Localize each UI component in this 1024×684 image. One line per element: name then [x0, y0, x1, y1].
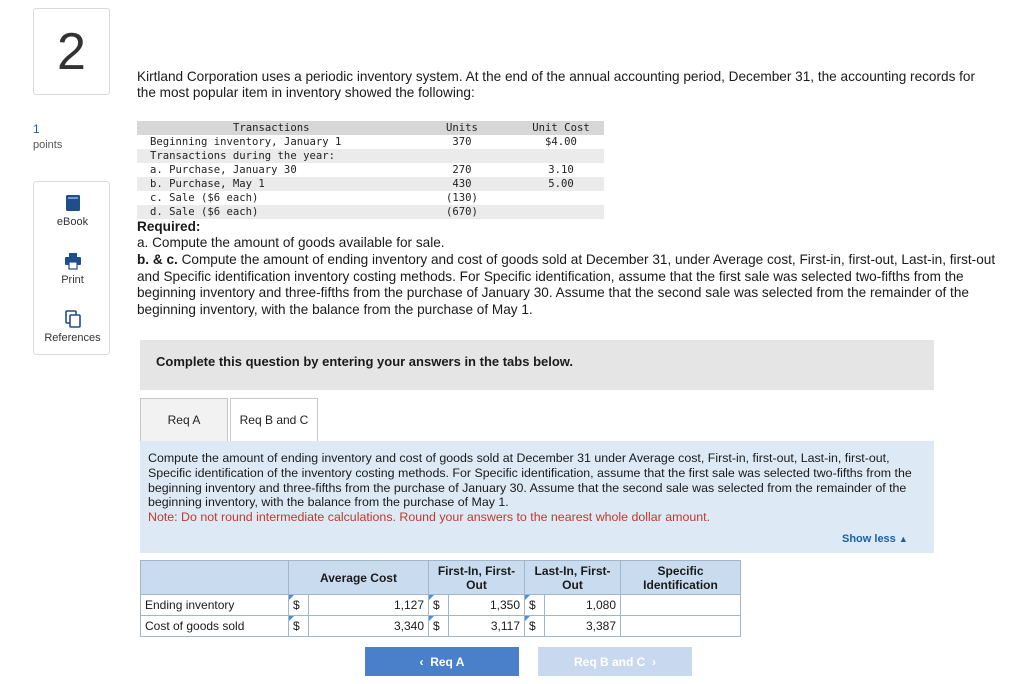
header-specific-identification: Specific Identification	[621, 561, 741, 595]
requirement-bc-text: Compute the amount of ending inventory and cost of goods sold at December 31, under Average cost, First-in, first-out, Last-in, first-out and Specific identification inventory costing methods. For Specific identification, assume that the first sale was selected two-fifths from the beginning inventory and three-fifths from the purchase of January 30. Assume that the second sale was selected from the remainder of the beginning inventory, with the balance from the purchase of May 1.	[137, 252, 996, 317]
cogs-average-input[interactable]: 3,340	[309, 616, 429, 637]
print-button[interactable]	[34, 252, 111, 286]
row-units: (670)	[446, 206, 478, 218]
currency-symbol: $	[289, 616, 309, 637]
header-transactions: Transactions	[233, 122, 310, 134]
row-desc: Transactions during the year:	[150, 150, 335, 162]
currency-symbol: $	[429, 595, 449, 616]
tab-req-b-and-c[interactable]: Req B and C	[230, 398, 318, 441]
question-number: 2	[33, 8, 110, 95]
chevron-right-icon: ›	[652, 654, 656, 669]
cogs-specific-input[interactable]	[621, 616, 741, 637]
ending-inventory-average-input[interactable]: 1,127	[309, 595, 429, 616]
header-units: Units	[446, 122, 478, 134]
transactions-header	[137, 121, 604, 135]
ending-inventory-lifo-input[interactable]: 1,080	[545, 595, 621, 616]
triangle-up-icon: ▲	[898, 534, 908, 544]
row-label: Cost of goods sold	[141, 616, 289, 637]
header-blank	[141, 561, 289, 595]
row-cost: 3.10	[548, 164, 574, 176]
tab-req-a[interactable]: Req A	[140, 398, 228, 441]
header-average-cost: Average Cost	[289, 561, 429, 595]
row-cost: 5.00	[548, 178, 574, 190]
book-icon	[64, 194, 82, 212]
prev-req-a-button[interactable]	[365, 647, 519, 676]
requirement-bc	[137, 252, 1012, 318]
print-label: Print	[61, 274, 84, 286]
row-desc: c. Sale ($6 each)	[150, 192, 259, 204]
next-button-label: Req B and C	[573, 654, 646, 669]
row-desc: d. Sale ($6 each)	[150, 206, 259, 218]
table-row	[137, 191, 604, 205]
show-less-label: Show less	[842, 533, 896, 545]
row-units: 370	[452, 136, 472, 148]
references-button[interactable]	[34, 310, 111, 344]
chevron-left-icon: ‹	[419, 654, 424, 669]
tab-panel	[140, 441, 934, 553]
row-label: Ending inventory	[141, 595, 289, 616]
row-units: (130)	[446, 192, 478, 204]
points-label: points	[33, 139, 63, 151]
table-row	[141, 595, 741, 616]
instructions-banner: Complete this question by entering your answers in the tabs below.	[140, 340, 934, 390]
panel-instructions: Compute the amount of ending inventory and cost of goods sold at December 31 under Average cost, First-in, first-out, Last-in, first-out, Specific identification of the inventory costing methods. For Specific identification, assume that the first sale was selected two-fifths from the beginning inventory and three-fifths from the purchase of January 30. Assume that the second sale was selected from the remainder of the beginning inventory, with the balance from the purchase of May 1.	[148, 451, 912, 510]
ebook-label: eBook	[56, 216, 89, 228]
row-units: 270	[452, 164, 472, 176]
intro-text: Kirtland Corporation uses a periodic inventory system. At the end of the annual accounting period, December 31, the accounting records for the most popular item in inventory showed the following:	[137, 69, 976, 100]
header-lifo: Last-In, First-Out	[525, 561, 621, 595]
cogs-lifo-input[interactable]: 3,387	[545, 616, 621, 637]
table-row	[137, 177, 604, 191]
currency-symbol: $	[525, 595, 545, 616]
panel-note: Note: Do not round intermediate calculations. Round your answers to the nearest whole dollar amount.	[148, 510, 711, 525]
sidebar-tools	[33, 181, 110, 355]
header-unit-cost: Unit Cost	[532, 122, 590, 134]
ending-inventory-specific-input[interactable]	[621, 595, 741, 616]
points-value: 1	[33, 122, 40, 136]
requirement-bc-prefix: b. & c.	[137, 252, 178, 267]
show-less-link[interactable]	[842, 533, 908, 545]
row-desc: b. Purchase, May 1	[150, 178, 265, 190]
copy-icon	[64, 310, 82, 328]
row-desc: Beginning inventory, January 1	[150, 136, 342, 148]
table-row	[137, 205, 604, 219]
ending-inventory-fifo-input[interactable]: 1,350	[449, 595, 525, 616]
prev-button-label: Req A	[430, 654, 465, 669]
row-desc: a. Purchase, January 30	[150, 164, 297, 176]
table-row	[137, 163, 604, 177]
transactions-table	[137, 121, 604, 218]
currency-symbol: $	[525, 616, 545, 637]
row-cost: $4.00	[545, 136, 577, 148]
cogs-fifo-input[interactable]: 3,117	[449, 616, 525, 637]
next-req-bc-button	[538, 647, 692, 676]
header-fifo: First-In, First-Out	[429, 561, 525, 595]
required-heading: Required:	[137, 219, 201, 234]
answer-table	[140, 560, 741, 637]
ebook-button[interactable]	[34, 194, 111, 228]
table-row	[141, 616, 741, 637]
references-label: References	[44, 332, 101, 344]
row-units: 430	[452, 178, 472, 190]
currency-symbol: $	[429, 616, 449, 637]
currency-symbol: $	[289, 595, 309, 616]
table-row	[137, 149, 604, 163]
table-row	[137, 135, 604, 149]
requirement-a: a. Compute the amount of goods available for sale.	[137, 235, 445, 250]
print-icon	[64, 252, 82, 270]
